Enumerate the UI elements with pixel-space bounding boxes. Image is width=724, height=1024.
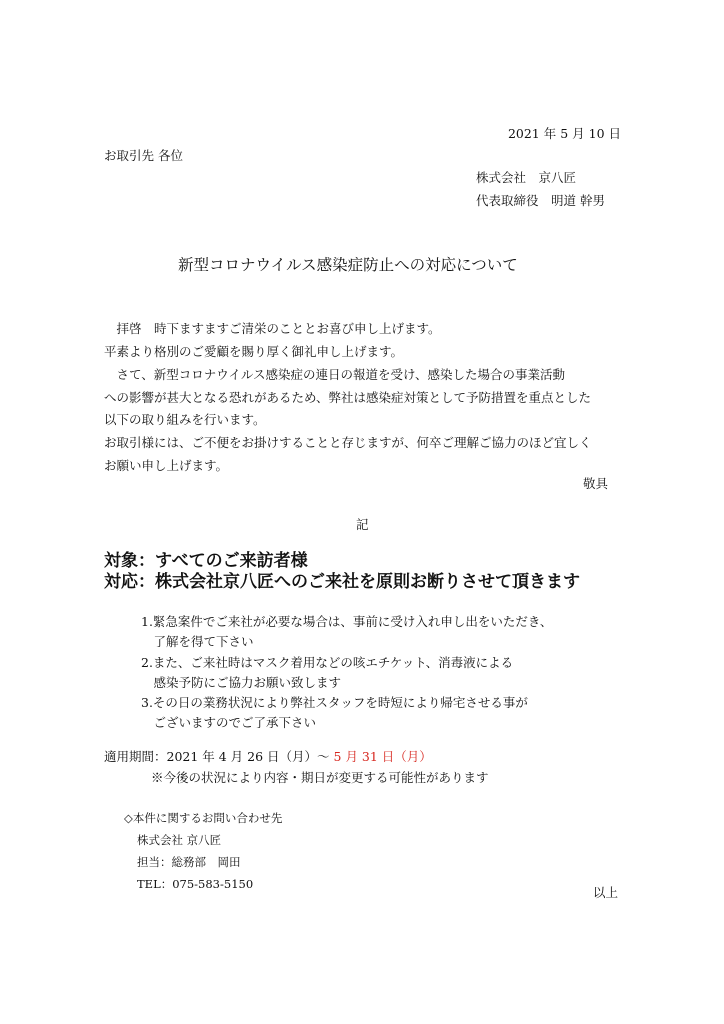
list-item: 1.緊急案件でご来社が必要な場合は、事前に受け入れ申し出をいただき、 [141, 614, 553, 629]
list-item: 感染予防にご協力お願い致します [141, 675, 342, 690]
body-line: お取引様には、ご不便をお掛けすることと存じますが、何卒ご理解ご協力のほど宜しく [104, 435, 592, 450]
closing-keigu: 敬具 [582, 476, 608, 491]
list-item: 3.その日の業務状況により弊社スタッフを時短により帰宅させる事が [141, 695, 528, 710]
response-line: 対応：株式会社京八匠へのご来社を原則お断りさせて頂きます [104, 572, 580, 592]
document-title: 新型コロナウイルス感染症防止への対応について [178, 256, 518, 274]
contact-tel: TEL：075-583-5150 [137, 877, 254, 891]
period-end-date: 5 月 31 日（月） [333, 749, 432, 764]
closing-ijo: 以上 [592, 885, 618, 900]
body-line: 以下の取り組みを行います。 [104, 412, 266, 427]
document-date: 2021 年 5 月 10 日 [507, 126, 621, 141]
company-name: 株式会社 京八匠 [476, 170, 577, 185]
contact-person: 担当：総務部 岡田 [137, 855, 241, 869]
body-line: お願い申し上げます。 [104, 458, 229, 473]
period-label: 適用期間：2021 年 4 月 26 日（月）～ [104, 749, 334, 764]
period-note: ※今後の状況により内容・期日が変更する可能性があります [151, 770, 489, 785]
list-item: 了解を得て下さい [141, 634, 254, 649]
application-period [104, 751, 432, 764]
contact-heading: ◇本件に関するお問い合わせ先 [124, 811, 283, 825]
body-line: 拝啓 時下ますますご清栄のこととお喜び申し上げます。 [104, 321, 441, 336]
recipient: お取引先 各位 [104, 148, 183, 163]
contact-company: 株式会社 京八匠 [137, 833, 222, 847]
representative: 代表取締役 明道 幹男 [476, 193, 605, 208]
body-line: への影響が甚大となる恐れがあるため、弊社は感染症対策として予防措置を重点とした [104, 390, 592, 405]
target-line: 対象：すべてのご来訪者様 [104, 551, 308, 571]
list-item: 2.また、ご来社時はマスク着用などの咳エチケット、消毒液による [141, 655, 514, 670]
ki-marker: 記 [356, 517, 369, 532]
body-line: 平素より格別のご愛顧を賜り厚く御礼申し上げます。 [104, 344, 404, 359]
body-line: さて、新型コロナウイルス感染症の連日の報道を受け、感染した場合の事業活動 [104, 367, 566, 382]
list-item: ございますのでご了承下さい [141, 715, 317, 730]
